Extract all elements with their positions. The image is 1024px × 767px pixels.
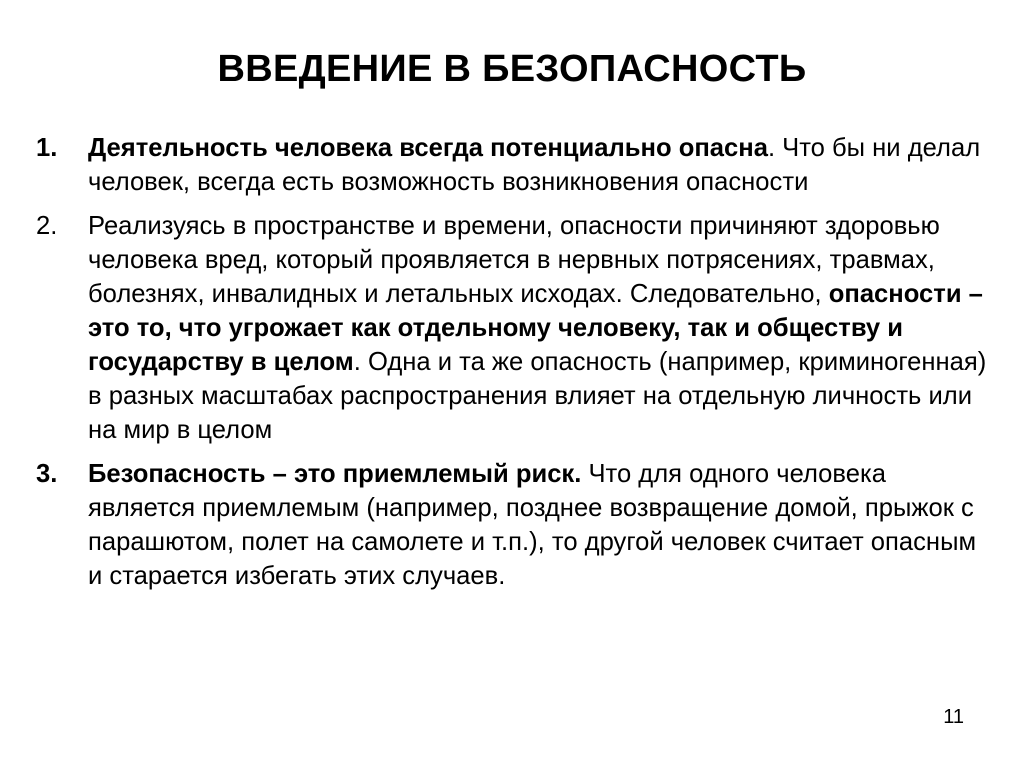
list-item-1 [36, 131, 996, 199]
item-text: . Что бы ни делал человек, всегда есть возможность возникновения опасности [88, 134, 981, 196]
item-bold-lead: Деятельность человека всегда потенциально опасна [88, 134, 768, 162]
content-list [36, 131, 996, 603]
item-text-before: Реализуясь в пространстве и времени, опасности причиняют здоровью человека вред, который проявляется в нервных потрясениях, травмах, болезнях, инвалидных и летальных исходах. Следовательно, [88, 212, 940, 308]
item-text: Что для одного человека является приемлемым (например, позднее возвращение домой, прыжок с парашютом, полет на самолете и т.п.), то другой человек считает опасным и старается избегать этих случаев. [88, 460, 977, 590]
page-number: 11 [943, 706, 964, 728]
list-item-2 [36, 209, 996, 447]
item-number: 2. [36, 212, 58, 240]
item-number: 3. [36, 460, 58, 488]
item-text-after: . Одна и та же опасность (например, криминогенная) в разных масштабах распространения влияет на отдельную личность или на мир в целом [88, 348, 987, 444]
item-bold-definition: опасности – это то, что угрожает как отдельному человеку, так и обществу и государству в целом [88, 280, 983, 376]
slide-title: ВВЕДЕНИЕ В БЕЗОПАСНОСТЬ [217, 48, 807, 90]
item-bold-lead: Безопасность – это приемлемый риск. [88, 460, 582, 488]
list-item-3 [36, 457, 996, 593]
item-number: 1. [36, 134, 58, 162]
